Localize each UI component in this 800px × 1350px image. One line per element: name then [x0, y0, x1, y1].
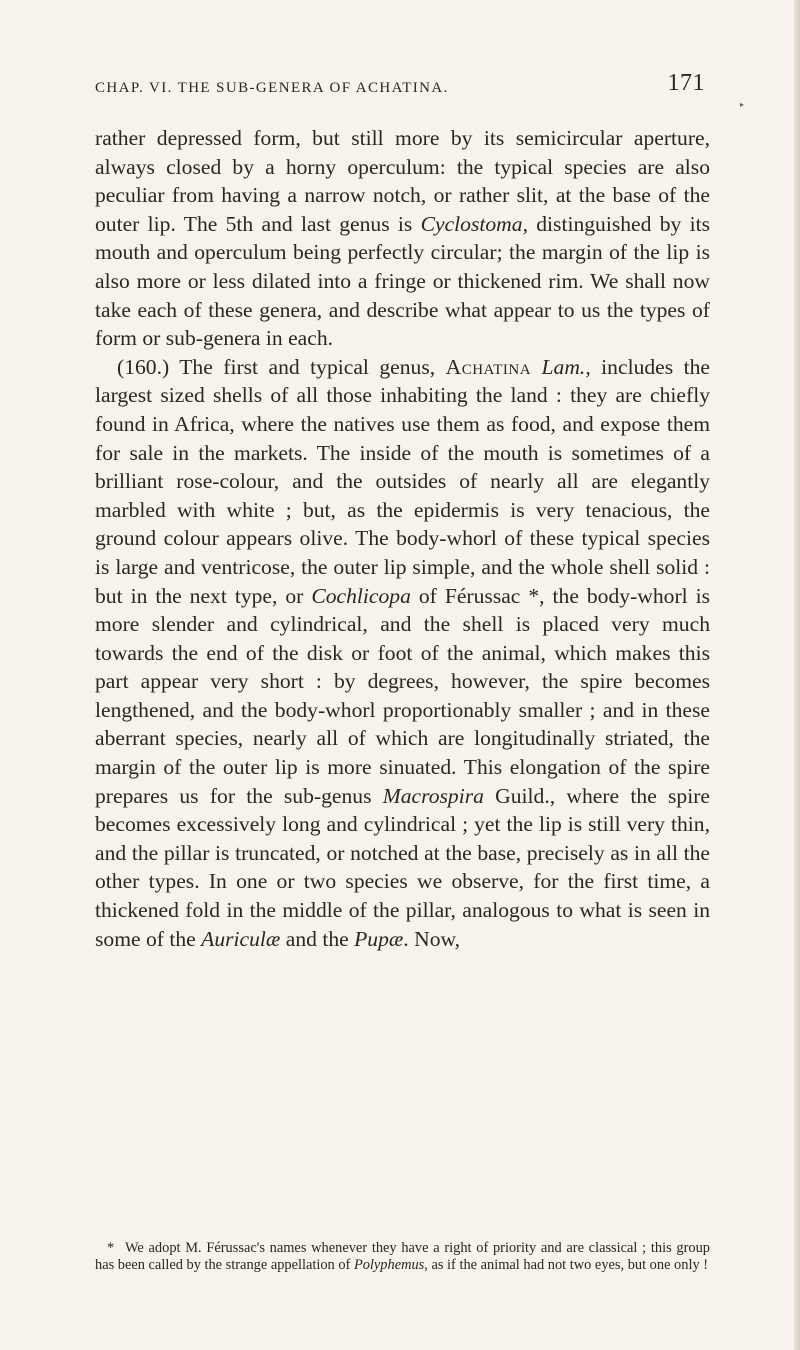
genus-macrospira: Macrospira [382, 783, 484, 808]
running-head: CHAP. VI. THE SUB-GENERA OF ACHATINA. [95, 80, 449, 96]
genus-cyclostoma: Cyclostoma [420, 211, 523, 236]
genus-pupae: Pupæ [354, 926, 404, 951]
author-lam: Lam. [541, 354, 586, 379]
running-header [95, 70, 705, 104]
genus-cochlicopa: Cochlicopa [311, 583, 411, 608]
page-binding-edge [794, 0, 800, 1350]
margin-mark: ▸ [740, 100, 745, 109]
genus-auriculae: Auriculæ [201, 926, 281, 951]
paragraph-1: rather depressed form, but still more by its semicircular aperture, always closed by a horny operculum: the typical species are also peculiar from having a narrow notch, or rather slit, at the base of the outer lip. The 5th and last genus is Cyclostoma, distinguished by its mouth and operculum being perfectly circular; the margin of the lip is also more or less dilated into a fringe or thickened rim. We shall now take each of these genera, and describe what appear to us the types of form or sub-genera in each. [95, 126, 710, 351]
page-number: 171 [667, 70, 705, 96]
footnote-marker: * [107, 1240, 115, 1256]
genus-achatina: Achatina [445, 354, 532, 379]
footnote: * We adopt M. Férussac's names whenever they have a right of priority and are classical ; this group has been called by the strange appellation of Polyphemus, as if the animal had not two eyes, but one only ! [95, 1240, 710, 1273]
footnote-polyphemus: Polyphemus [353, 1257, 425, 1273]
paragraph-2: (160.) The first and typical genus, Achatina Lam., includes the largest sized shells of all those inhabiting the land : they are chiefly found in Africa, where the natives use them as food, and expose them for sale in the markets. The inside of the mouth is sometimes of a brilliant rose-colour, and the outsides of nearly all are elegantly marbled with white ; but, as the epidermis is very tenacious, the ground colour appears olive. The body-whorl of these typical species is large and ventricose, the outer lip simple, and the whole shell solid : but in the next type, or Cochlicopa of Férussac *, the body-whorl is more slender and cylindrical, and the shell is placed very much towards the end of the disk or foot of the animal, which makes this part appear very short : by degrees, however, the spire becomes lengthened, and the body-whorl proportionably smaller ; and in these aberrant species, nearly all of which are longitudinally striated, the margin of the outer lip is more sinuated. This elongation of the spire prepares us for the sub-genus Macrospira Guild., where the spire becomes excessively long and cylindrical ; yet the lip is still very thin, and the pillar is truncated, or notched at the base, precisely as in all the other types. In one or two species we observe, for the first time, a thickened fold in the middle of the pillar, analogous to what is seen in some of the Auriculæ and the Pupæ. Now, [95, 354, 711, 951]
body-text [95, 124, 710, 953]
